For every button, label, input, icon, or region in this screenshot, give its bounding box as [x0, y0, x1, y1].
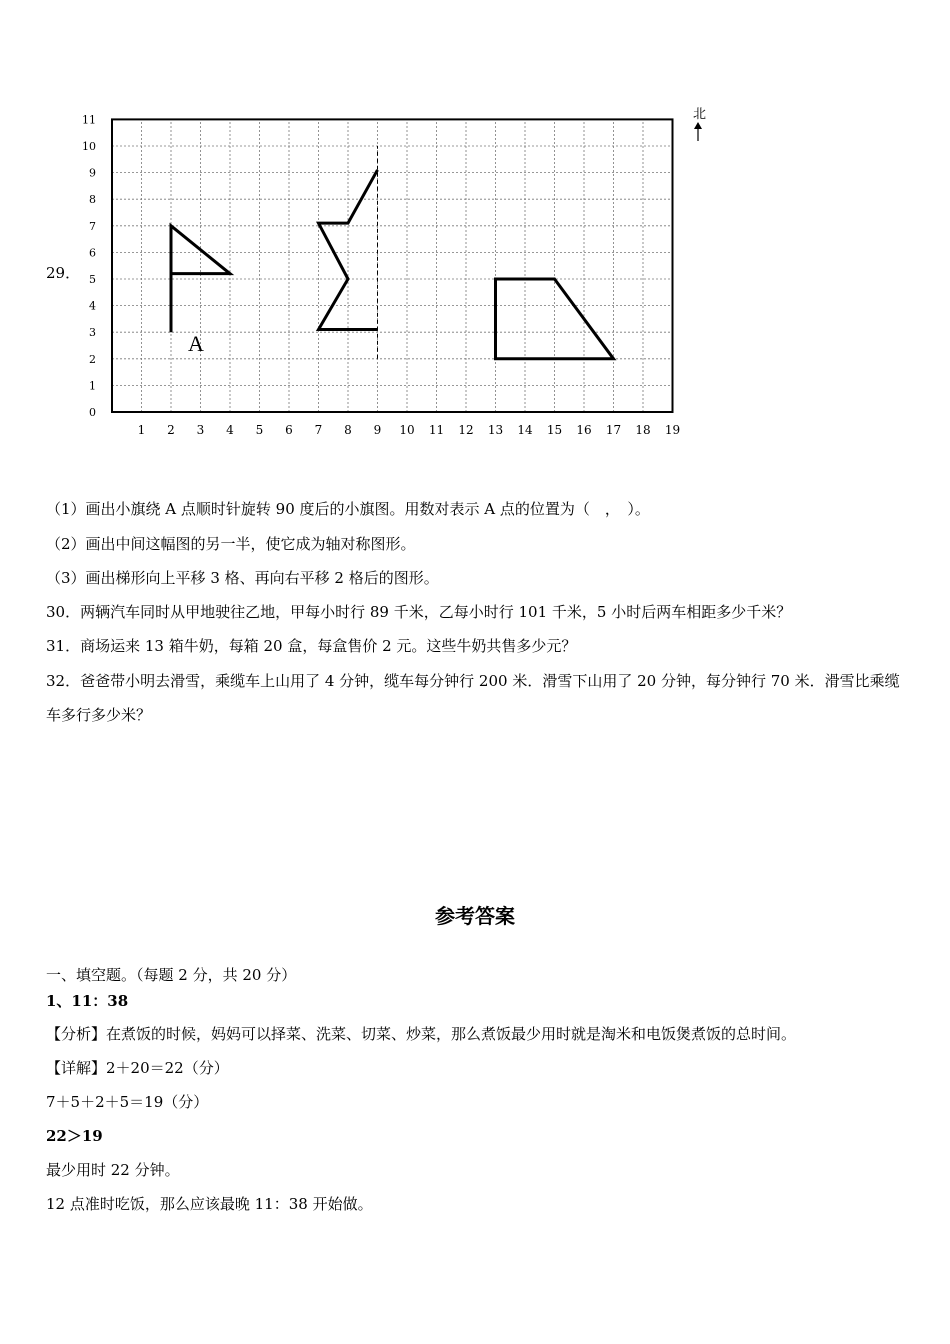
x-tick-label: 15: [546, 423, 563, 437]
answer-line-5: 12 点准时吃饭，那么应该最晚 11：38 开始做。: [46, 1195, 373, 1213]
x-tick-label: 18: [635, 423, 651, 437]
answer-analysis: 【分析】在煮饭的时候，妈妈可以择菜、洗菜、切菜、炒菜，那么煮饭最少用时就是淘米和电饭煲煮饭的总时间。: [46, 1025, 797, 1043]
x-tick-label: 4: [226, 423, 234, 437]
y-tick-label: 9: [89, 166, 96, 180]
x-tick-label: 10: [399, 423, 415, 437]
x-tick-label: 19: [664, 423, 681, 437]
x-tick-label: 3: [196, 423, 205, 437]
question-29-number: 29．: [46, 264, 81, 282]
q29-part-3: （3）画出梯形向上平移 3 格、再向右平移 2 格后的图形。: [46, 569, 439, 587]
y-tick-label: 2: [89, 352, 96, 366]
answer-line-3: 22＞19: [46, 1127, 103, 1145]
y-tick-label: 0: [89, 406, 96, 419]
x-tick-label: 9: [373, 423, 382, 437]
x-tick-label: 8: [344, 423, 352, 437]
y-tick-label: 4: [89, 299, 96, 313]
answer-title: 参考答案: [435, 904, 515, 928]
answer-section-heading: 一、填空题。（每题 2 分，共 20 分）: [46, 966, 297, 984]
y-tick-label: 11: [82, 113, 96, 127]
y-tick-label: 7: [89, 219, 96, 233]
north-label: 北: [693, 107, 707, 122]
x-tick-label: 13: [487, 423, 504, 437]
answer-line-2: 7＋5＋2＋5＝19（分）: [46, 1093, 209, 1111]
x-tick-label: 6: [285, 423, 293, 437]
x-tick-label: 12: [458, 423, 474, 437]
north-arrow-icon: [694, 122, 702, 141]
x-tick-label: 5: [255, 423, 264, 437]
x-tick-label: 1: [137, 423, 146, 437]
x-tick-label: 11: [428, 423, 445, 437]
answer-detail: 【详解】2＋20＝22（分）: [46, 1059, 229, 1077]
x-axis-ticks: [138, 423, 680, 437]
question-32: 32．爸爸带小明去滑雪，乘缆车上山用了 4 分钟，缆车每分钟行 200 米．滑雪下山用了 20 分钟，每分钟行 70 米．滑雪比乘缆车多行多少米？: [46, 672, 900, 724]
coordinate-grid-figure: [70, 98, 710, 443]
y-axis-ticks: [82, 113, 96, 419]
answer-item-1: 1、11：38: [46, 992, 129, 1010]
x-tick-label: 7: [314, 423, 323, 437]
grid-border: [112, 119, 673, 412]
x-tick-label: 2: [167, 423, 175, 437]
question-31: 31．商场运来 13 箱牛奶，每箱 20 盒，每盒售价 2 元。这些牛奶共售多少元？: [46, 637, 577, 655]
q29-part-1: （1）画出小旗绕 A 点顺时针旋转 90 度后的小旗图。用数对表示 A 点的位置为（ ， ）。: [46, 500, 650, 518]
y-tick-label: 5: [89, 273, 96, 286]
y-tick-label: 1: [89, 379, 96, 393]
question-30: 30．两辆汽车同时从甲地驶往乙地，甲每小时行 89 千米，乙每小时行 101 千米，5 小时后两车相距多少千米？: [46, 603, 792, 621]
y-tick-label: 10: [82, 140, 96, 153]
y-tick-label: 3: [89, 326, 96, 340]
x-tick-label: 14: [517, 423, 533, 437]
grid-lines: [112, 119, 673, 412]
point-a-label: A: [188, 331, 204, 356]
answer-line-4: 最少用时 22 分钟。: [46, 1161, 180, 1179]
y-tick-label: 6: [89, 246, 96, 260]
y-tick-label: 8: [89, 193, 96, 207]
x-tick-label: 17: [605, 423, 622, 437]
q29-part-2: （2）画出中间这幅图的另一半，使它成为轴对称图形。: [46, 535, 416, 553]
x-tick-label: 16: [576, 423, 592, 437]
